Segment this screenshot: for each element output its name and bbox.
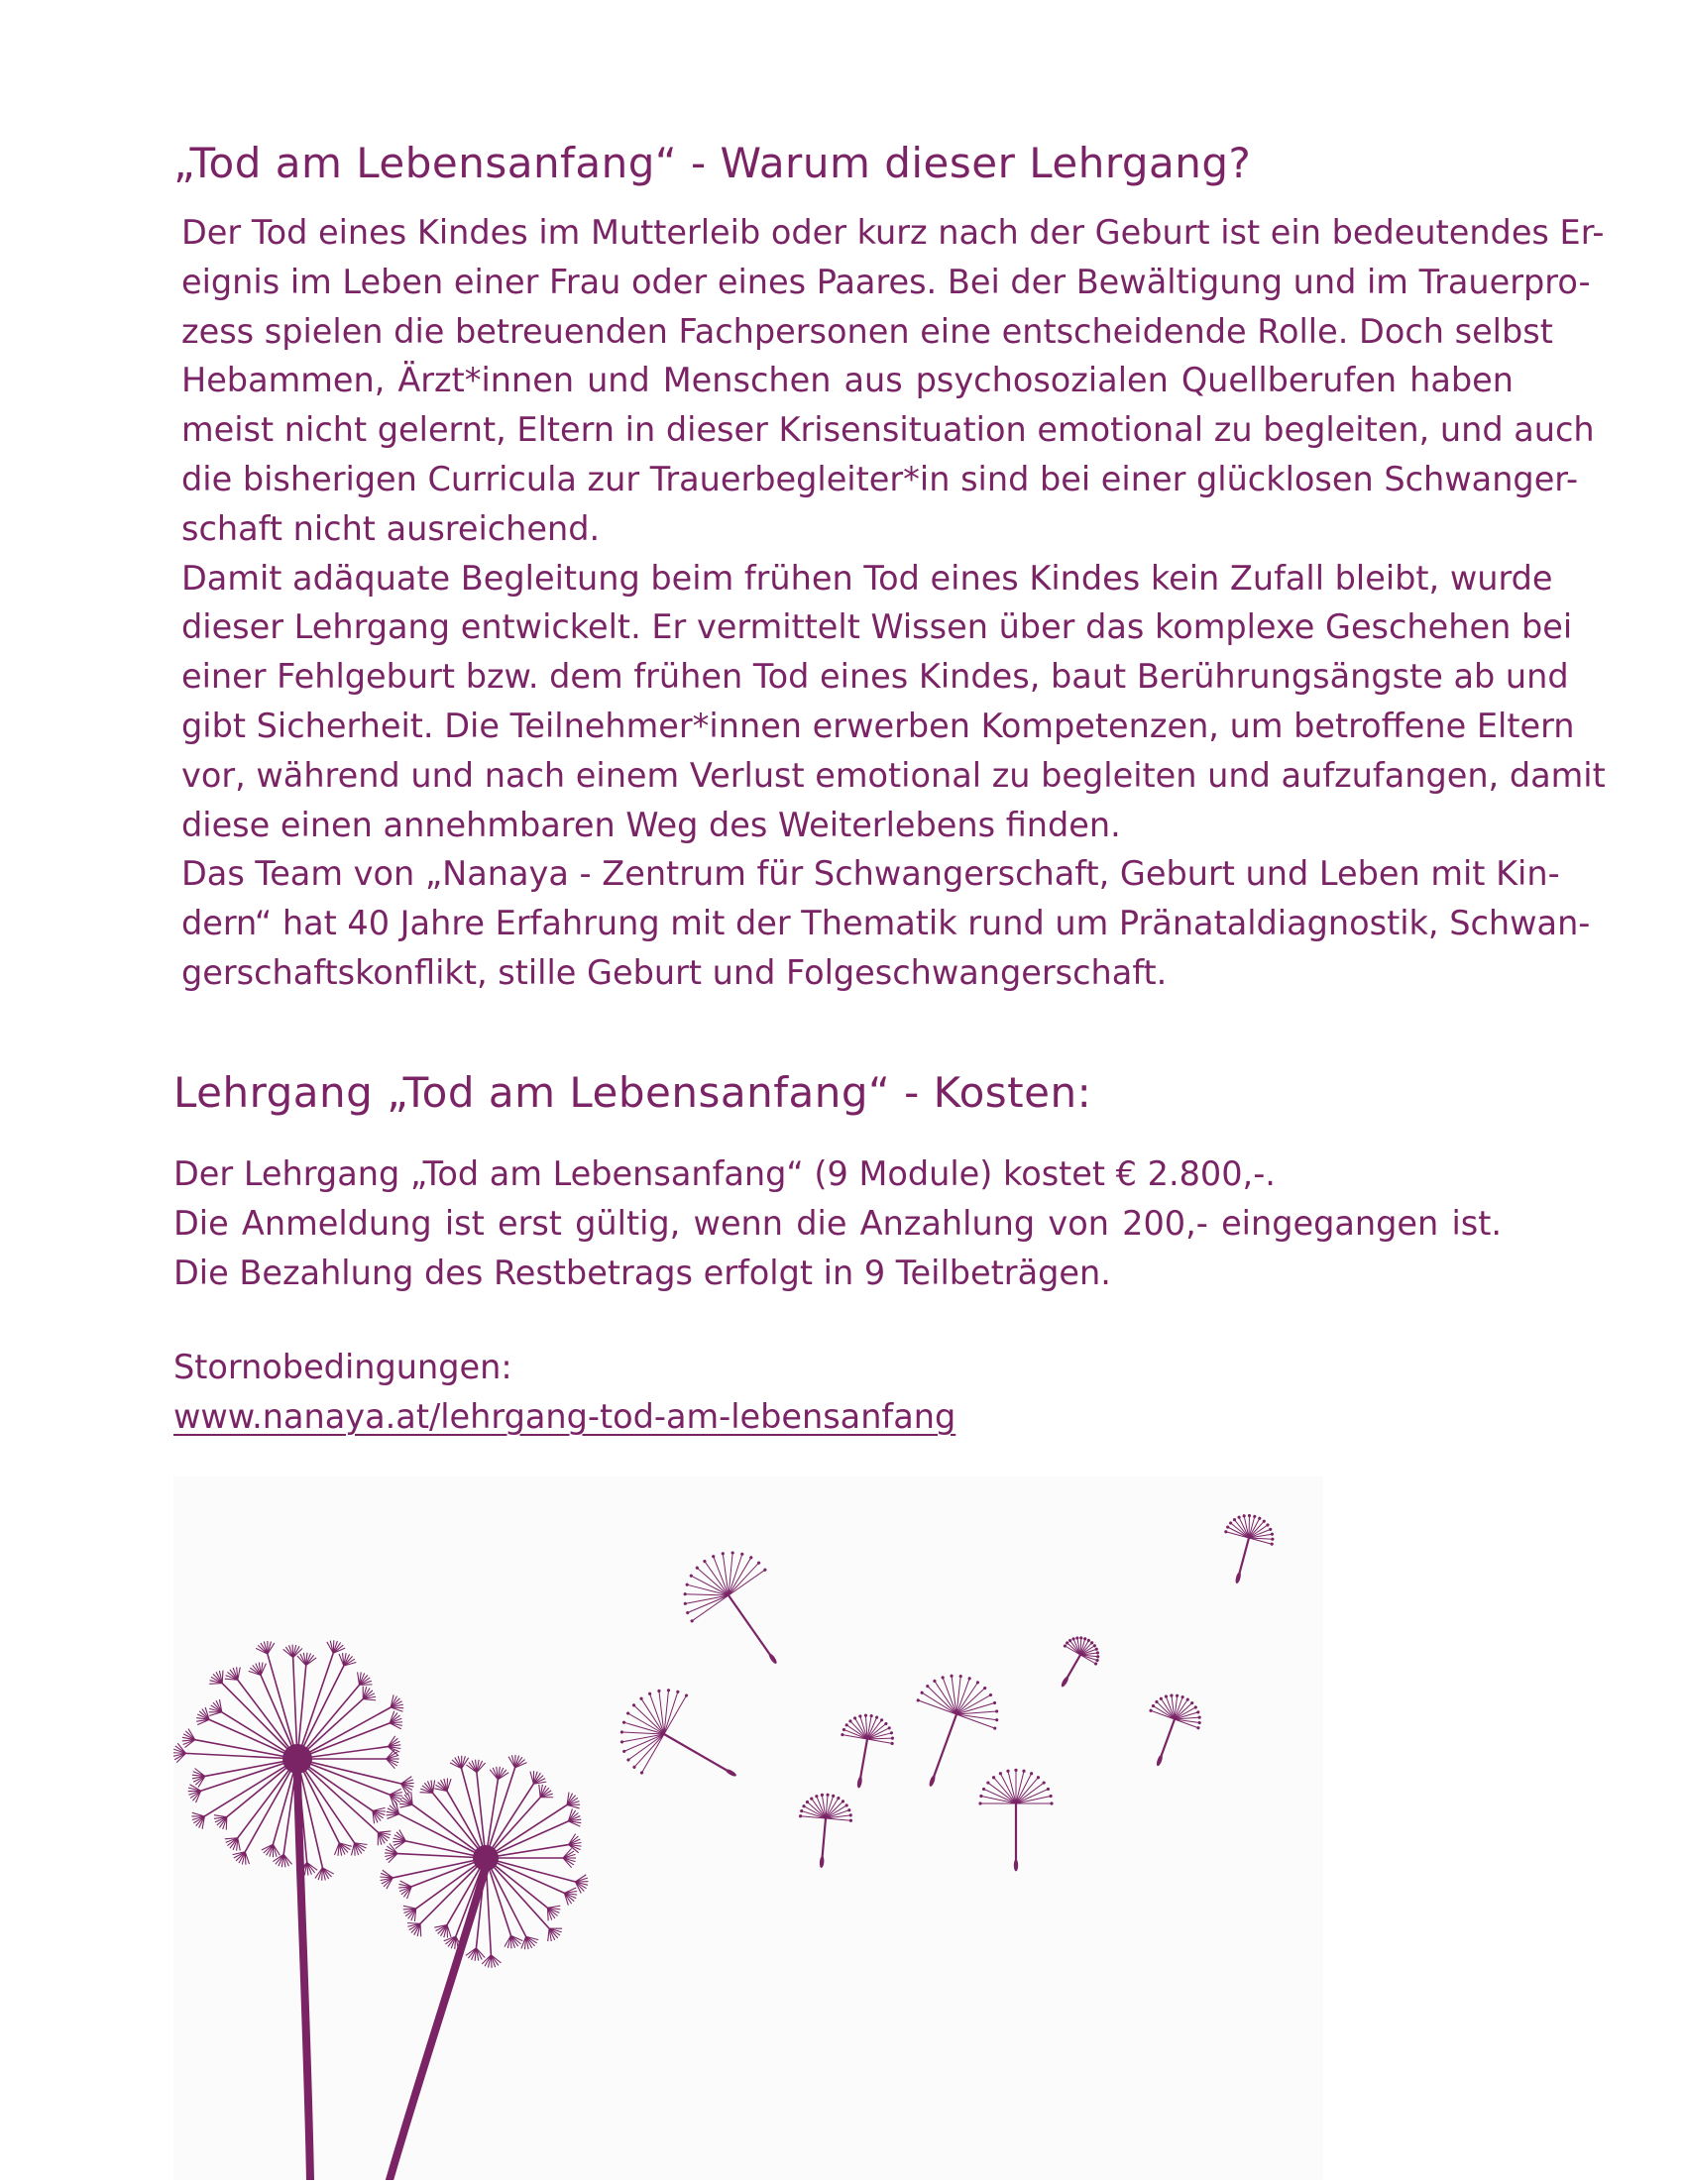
text-line: Das Team von „Nanaya - Zentrum für Schwangerschaft, Geburt und Leben mit Kin- [181, 849, 1514, 899]
text-line: dieser Lehrgang entwickelt. Er vermittelt Wissen über das komplexe Geschehen bei [181, 602, 1514, 652]
dandelion-seed-icon [833, 1709, 899, 1793]
dandelion-icon [173, 1476, 1323, 2180]
text-line: diese einen annehmbaren Weg des Weiterlebens finden. [181, 801, 1514, 850]
text-line: meist nicht gelernt, Eltern in dieser Krisensituation emotional zu begleiten, und auch [181, 405, 1514, 455]
dandelion-seed-icon [795, 1791, 855, 1870]
cancellation-info [173, 1343, 955, 1442]
costs-paragraph [173, 1149, 1502, 1297]
text-line: Damit adäquate Begleitung beim frühen Tod eines Kindes kein Zufall bleibt, wurde [181, 554, 1514, 603]
dandelion-seed-icon [978, 1769, 1053, 1872]
dandelion-seed-icon [604, 1673, 759, 1816]
section-heading-costs: Lehrgang „Tod am Lebensanfang“ - Kosten: [173, 1068, 1091, 1117]
dandelion-seed-icon [1132, 1687, 1208, 1776]
text-line: die bisherigen Curricula zur Trauerbegleiter*in sind bei einer glücklosen Schwanger- [181, 455, 1514, 504]
text-line: zess spielen die betreuenden Fachpersonen eine entscheidende Rolle. Doch selbst [181, 307, 1514, 357]
cancellation-link[interactable]: www.nanaya.at/lehrgang-tod-am-lebensanfang [173, 1397, 955, 1436]
dandelion-illustration [173, 1476, 1323, 2180]
text-line: gerschaftskonflikt, stille Geburt und Folgeschwangerschaft. [181, 948, 1514, 998]
text-line: einer Fehlgeburt bzw. dem frühen Tod eines Kindes, baut Berührungsängste ab und [181, 652, 1514, 702]
text-line: gibt Sicherheit. Die Teilnehmer*innen erwerben Kompetenzen, um betroffene Eltern [181, 702, 1514, 751]
text-line: Der Lehrgang „Tod am Lebensanfang“ (9 Module) kostet € 2.800,-. [173, 1149, 1502, 1199]
dandelion-seed-icon [1045, 1629, 1106, 1696]
text-line: eignis im Leben einer Frau oder eines Paares. Bei der Bewältigung und im Trauerpro- [181, 258, 1514, 307]
text-line: dern“ hat 40 Jahre Erfahrung mit der Thematik rund um Pränataldiagnostik, Schwan- [181, 899, 1514, 948]
intro-paragraphs [181, 208, 1514, 998]
text-line: Die Bezahlung des Restbetrags erfolgt in 9 Teilbeträgen. [173, 1249, 1502, 1298]
text-line: vor, während und nach einem Verlust emotional zu begleiten und aufzufangen, damit [181, 751, 1514, 801]
section-heading-why: „Tod am Lebensanfang“ - Warum dieser Lehrgang? [173, 139, 1251, 187]
dandelion-seed-icon [666, 1534, 815, 1691]
text-line: Hebammen, Ärzt*innen und Menschen aus psychosozialen Quellberufen haben [181, 356, 1514, 405]
dandelion-seed-icon [890, 1663, 1010, 1802]
cancellation-label: Stornobedingungen: [173, 1343, 955, 1392]
text-line: Die Anmeldung ist erst gültig, wenn die Anzahlung von 200,- eingegangen ist. [173, 1199, 1502, 1249]
text-line: schaft nicht ausreichend. [181, 504, 1514, 554]
text-line: Der Tod eines Kindes im Mutterleib oder kurz nach der Geburt ist ein bedeutendes Er- [181, 208, 1514, 258]
dandelion-seed-icon [1212, 1508, 1280, 1589]
